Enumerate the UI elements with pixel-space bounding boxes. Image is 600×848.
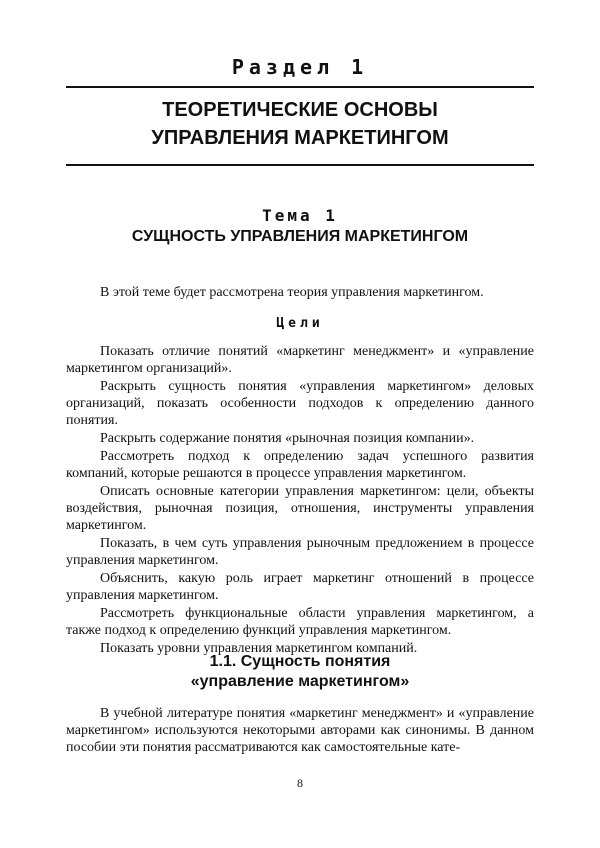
section-top-rule [66, 86, 534, 88]
goal-item: Раскрыть сущность понятия «управления маркетингом» деловых организаций, показать особенности подходов к определению данного понятия. [66, 379, 534, 428]
topic-title: СУЩНОСТЬ УПРАВЛЕНИЯ МАРКЕТИНГОМ [131, 228, 469, 245]
page-number: 8 [297, 776, 303, 790]
body-paragraph: В учебной литературе понятия «маркетинг менеджмент» и «управление маркетингом» используются некоторыми авторами как синонимы. В данном пособии эти понятия рассматриваются как самостоятельные кате- [66, 706, 534, 755]
goals-heading: Цели [276, 316, 324, 331]
goal-item: Показать уровни управления маркетингом компаний. [100, 641, 418, 656]
subsection-title-line1: 1.1. Сущность понятия [209, 653, 391, 670]
goals-list [66, 343, 534, 658]
section-label: Раздел 1 [231, 55, 369, 79]
subsection-title-line2: «управление маркетингом» [190, 673, 410, 690]
section-bottom-rule [66, 164, 534, 166]
section-title-line2: УПРАВЛЕНИЯ МАРКЕТИНГОМ [151, 127, 449, 149]
goal-item: Рассмотреть подход к определению задач успешного развития компаний, которые решаются в процессе управления маркетингом. [66, 449, 534, 481]
goal-item: Описать основные категории управления маркетингом: цели, объекты воздействия, рыночная позиция, отношения, инструменты управления маркетингом. [66, 484, 534, 533]
section-title-line1: ТЕОРЕТИЧЕСКИЕ ОСНОВЫ [162, 99, 438, 121]
goal-item: Объяснить, какую роль играет маркетинг отношений в процессе управления маркетингом. [66, 571, 534, 603]
goal-item: Рассмотреть функциональные области управления маркетингом, а также подход к определению функций управления маркетингом. [66, 606, 534, 638]
goal-item: Показать отличие понятий «маркетинг менеджмент» и «управление маркетингом организаций». [66, 344, 534, 376]
subsection-title [0, 652, 600, 692]
intro-paragraph: В этой теме будет рассмотрена теория управления маркетингом. [100, 285, 484, 300]
goal-item: Раскрыть содержание понятия «рыночная позиция компании». [100, 431, 475, 446]
topic-label: Тема 1 [262, 206, 338, 225]
section-title [0, 96, 600, 152]
goal-item: Показать, в чем суть управления рыночным предложением в процессе управления маркетингом. [66, 536, 534, 568]
